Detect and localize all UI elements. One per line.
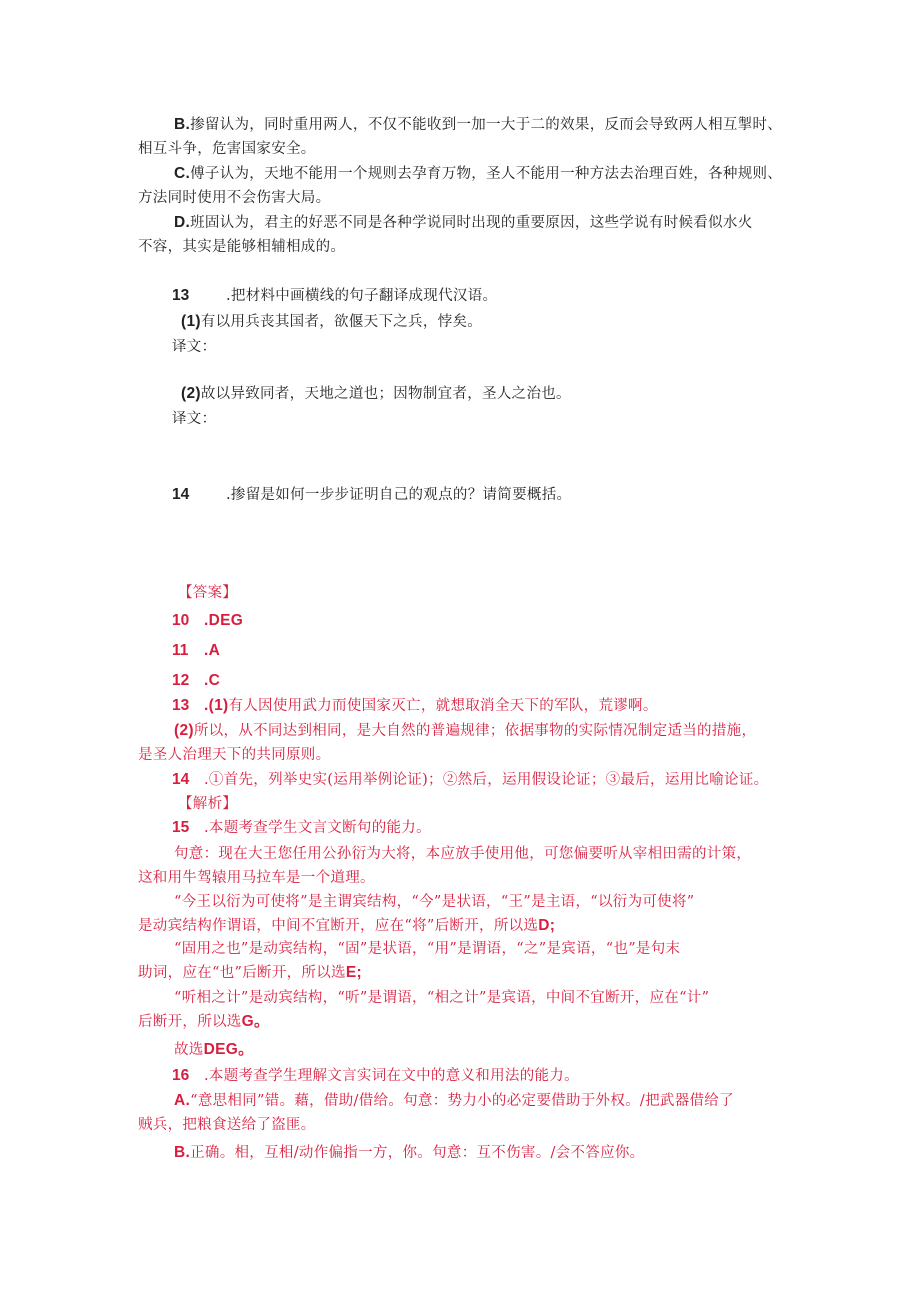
p2-line2 [138, 916, 555, 936]
p2-line2-text: 是动宾结构作谓语，中间不宜断开，应在“将”后断开，所以选 [138, 918, 539, 934]
option-d-line2: 不容，其实是能够相辅相成的。 [138, 239, 346, 255]
a10-number: 10 [172, 612, 190, 629]
option-d-text: 班固认为，君主的好恶不同是各种学说同时出现的重要原因，这些学说有时候看似水火 [190, 215, 753, 231]
a13-number: 13 [172, 697, 190, 714]
a14-number: 14 [172, 771, 190, 788]
option-d-letter: D. [174, 214, 191, 231]
option-c-text: 傅子认为，天地不能用一个规则去孕育万物，圣人不能用一种方法去治理百姓，各种规则、 [190, 166, 783, 182]
p4-line2 [138, 1012, 270, 1032]
a15-number: 15 [172, 819, 190, 836]
p4-answer: G。 [241, 1013, 270, 1030]
a13-text: 有人因使用武力而使国家灭亡，就想取消全天下的军队，荒谬啊。 [228, 698, 658, 714]
conclusion-answer: DEG。 [203, 1041, 254, 1058]
a16-number: 16 [172, 1067, 190, 1084]
q13-yiwen-1: 译文： [172, 339, 217, 355]
option-d-line1 [174, 213, 753, 233]
a15-text: .本题考查学生文言文断句的能力。 [204, 820, 431, 836]
a12-number: 12 [172, 672, 190, 689]
a13-2-line1 [174, 721, 756, 741]
option-c-letter: C. [174, 165, 191, 182]
p3-line2 [138, 963, 362, 983]
conclusion-text: 故选 [174, 1042, 204, 1058]
a16-option-b [174, 1143, 644, 1163]
conclusion [174, 1040, 254, 1060]
a10-text: .DEG [204, 612, 244, 629]
a16-option-b-letter: B. [174, 1144, 191, 1161]
a13-line1 [204, 696, 658, 716]
q13-yiwen-2: 译文： [172, 411, 217, 427]
a16-option-b-text: 正确。相，互相/动作偏指一方，你。句意：互不伤害。/会不答应你。 [190, 1145, 645, 1161]
option-c-line2: 方法同时使用不会伤害大局。 [138, 190, 331, 206]
q13-text: .把材料中画横线的句子翻译成现代汉语。 [226, 288, 498, 304]
a13-part-marker: .(1) [204, 697, 229, 714]
p4-line2-text: 后断开，所以选 [138, 1014, 242, 1030]
p4-line1: “听相之计”是动宾结构，“听”是谓语，“相之计”是宾语，中间不宜断开，应在“计” [174, 990, 710, 1006]
q13-s2-text: 故以异致同者，天地之道也；因物制宜者，圣人之治也。 [200, 386, 571, 402]
option-b-line2: 相互斗争，危害国家安全。 [138, 141, 316, 157]
p2-line1: “今王以衍为可使将”是主谓宾结构，“今”是状语，“王”是主语，“以衍为可使将” [174, 894, 695, 910]
a11-text: .A [204, 642, 221, 659]
option-b-line1 [174, 115, 782, 135]
option-c-line1 [174, 164, 782, 184]
a16-text: .本题考查学生理解文言实词在文中的意义和用法的能力。 [204, 1068, 579, 1084]
p3-line2-text: 助词，应在“也”后断开，所以选 [138, 965, 346, 981]
q13-sentence1 [181, 312, 482, 332]
p3-answer: E; [345, 964, 362, 981]
q13-s1-num: (1) [181, 313, 201, 330]
a14-text: .①首先，列举史实(运用举例论证)；②然后，运用假设论证；③最后，运用比喻论证。 [204, 772, 769, 788]
a16-option-a-line2: 贼兵，把粮食送给了盗匪。 [138, 1117, 316, 1133]
option-b-letter: B. [174, 116, 191, 133]
a16-option-a-line1 [174, 1091, 734, 1111]
a11-number: 11 [172, 642, 189, 659]
p3-line1: “固用之也”是动宾结构，“固”是状语，“用”是谓语，“之”是宾语，“也”是句末 [174, 941, 681, 957]
q13-s1-text: 有以用兵丧其国者，欲偃天下之兵，悖矣。 [200, 314, 483, 330]
p1-line2: 这和用牛驾辕用马拉车是一个道理。 [138, 870, 375, 886]
q13-s2-num: (2) [181, 385, 201, 402]
a13-2-line2: 是圣人治理天下的共同原则。 [138, 747, 331, 763]
q14-number: 14 [172, 486, 190, 503]
a13-2-marker: (2) [174, 722, 194, 739]
answer-heading: 【答案】 [178, 585, 238, 601]
p2-answer: D; [538, 917, 556, 934]
q14-text: .掺留是如何一步步证明自己的观点的？请简要概括。 [226, 487, 572, 503]
a16-option-a-letter: A. [174, 1092, 191, 1109]
a12-text: .C [204, 672, 221, 689]
p1-line1: 句意：现在大王您任用公孙衍为大将，本应放手使用他，可您偏要听从宰相田需的计策， [174, 846, 752, 862]
q13-sentence2 [181, 384, 571, 404]
q13-number: 13 [172, 287, 190, 304]
option-b-text: 掺留认为，同时重用两人，不仅不能收到一加一大于二的效果，反而会导致两人相互掣时、 [190, 117, 783, 133]
a16-option-a-text: “意思相同”错。藉，借助/借给。句意：势力小的必定要借助于外权。/把武器借给了 [190, 1093, 734, 1109]
a13-2-text: 所以，从不同达到相同，是大自然的普遍规律；依据事物的实际情况制定适当的措施， [193, 723, 757, 739]
analysis-heading: 【解析】 [178, 796, 238, 812]
